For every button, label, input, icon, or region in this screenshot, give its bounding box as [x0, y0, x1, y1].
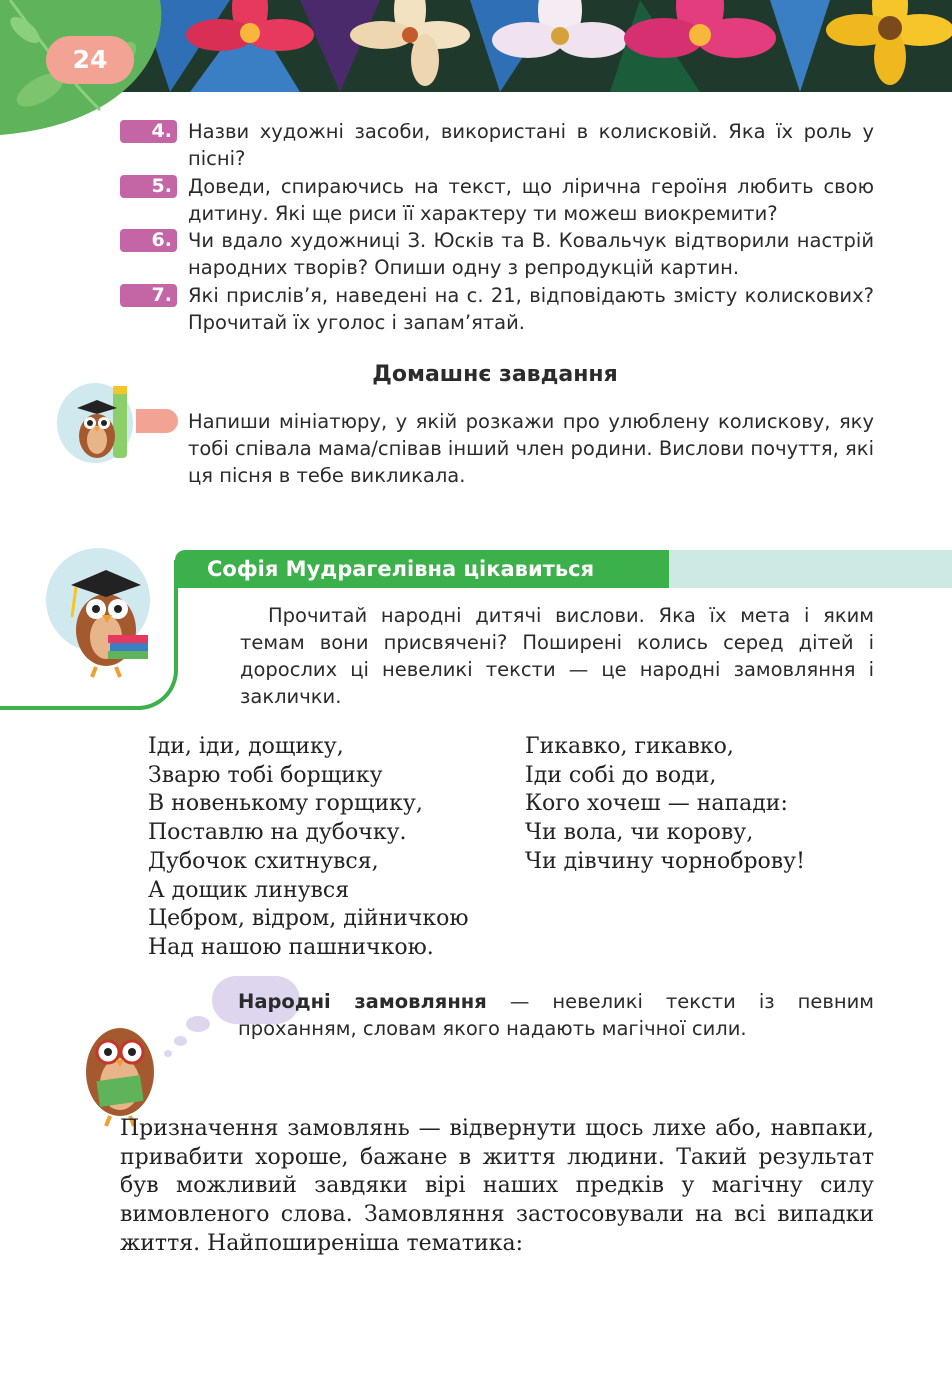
poem-rain [148, 733, 518, 963]
poem-line: Дубочок схитнувся, [148, 848, 379, 874]
task-text: Чи вдало художниці З. Юсків та В. Ковальчук відтворили настрій народних творів? Опиши одну з репродукцій картин. [188, 229, 874, 279]
homework-text: Напиши мініатюру, у якій розкажи про улюблену колискову, яку тобі співала мама/співав інший член родини. Вислови почуття, які ця пісня в тебе викликала. [188, 410, 874, 487]
definition-term: Народні замовляння [238, 990, 487, 1013]
task-text: Доведи, спираючись на текст, що лірична героїня любить свою дитину. Які ще риси її характеру ти можеш виокремити? [188, 175, 874, 225]
task-text: Які прислів’я, наведені на с. 21, відповідають змісту колискових? Прочитай їх уголос і запам’ятай. [188, 284, 874, 334]
task-6 [120, 227, 874, 281]
task-4 [120, 118, 874, 172]
task-number-badge: 4. [120, 120, 177, 143]
thought-bubble-dot [164, 1050, 172, 1057]
poem-line: Чи вола, чи корову, [525, 820, 754, 846]
poem-hiccup [525, 733, 885, 877]
poem-line: В новенькому горщику, [148, 791, 423, 817]
poem-line: Іди, іди, дощику, [148, 734, 344, 759]
page-number: 24 [46, 36, 134, 84]
owl-books-icon [36, 545, 156, 685]
poem-line: А дощик линувся [148, 877, 350, 903]
sofia-section-text: Прочитай народні дитячі вислови. Яка їх мета і яким темам вони присвячені? Поширені колись серед дітей і дорослих ці невеликі тексти — це народні замовляння і заклички. [240, 604, 874, 708]
definition-body: — невеликі тексти із певним проханням, словам якого надають магічної сили. [238, 990, 875, 1040]
task-number-badge: 5. [120, 175, 177, 198]
poem-line: Цебром, відром, дійничкою [148, 906, 469, 932]
poem-line: Кого хочеш — напади: [525, 791, 788, 817]
definition-text [238, 988, 874, 1042]
poem-line: Гикавко, гикавко, [525, 734, 734, 759]
homework-tab-marker [136, 409, 178, 433]
task-number-badge: 7. [120, 284, 177, 307]
thought-bubble-dot [186, 1016, 210, 1032]
thought-bubble-dot [174, 1036, 187, 1046]
body-paragraph: Призначення замовлянь — відвернути щось лихе або, навпаки, привабити хороше, бажане в життя людини. Такий результат був можливий завдяки вірі наших предків у магічну силу вимовленого слова. Замовляння застосовували на всі випадки життя. Найпоширеніша тематика: [120, 1116, 874, 1256]
poem-line: Зварю тобі борщику [148, 762, 383, 788]
owl-graduate-icon [55, 378, 145, 468]
poem-line: Іди собі до води, [525, 762, 717, 788]
owl-reading-icon [80, 1012, 164, 1132]
task-text: Назви художні засоби, використані в колисковій. Яка їх роль у пісні? [188, 120, 874, 170]
section-header-band [668, 550, 952, 588]
task-5 [120, 173, 874, 227]
task-7 [120, 282, 874, 336]
poem-line: Чи дівчину чорноброву! [525, 848, 805, 874]
homework-title: Домашнє завдання [372, 362, 618, 387]
poem-line: Над нашою пашничкою. [148, 934, 434, 960]
task-number-badge: 6. [120, 229, 177, 252]
sofia-section-title: Софія Мудрагелівна цікавиться [175, 550, 669, 588]
poem-line: Поставлю на дубочку. [148, 820, 407, 846]
